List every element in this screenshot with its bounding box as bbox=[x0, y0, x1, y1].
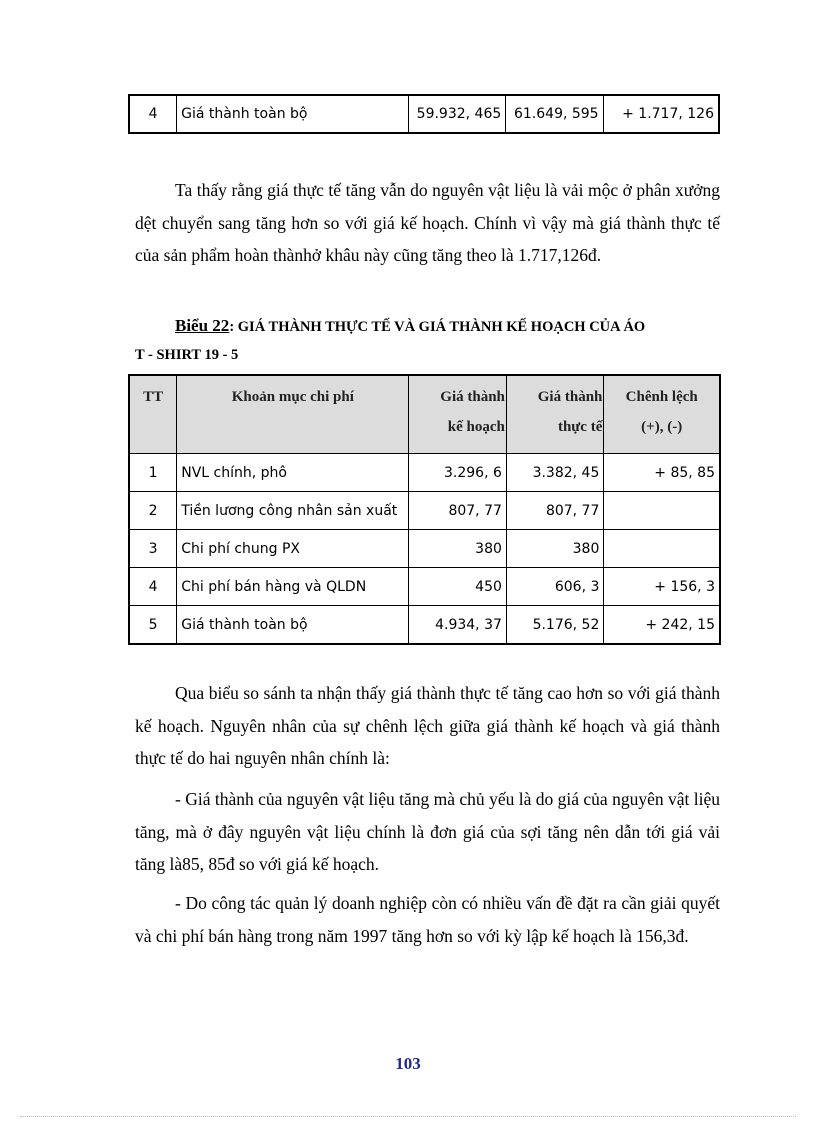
page-number: 103 bbox=[395, 1054, 421, 1073]
table-row bbox=[129, 606, 720, 645]
cell-diff: + 85, 85 bbox=[604, 454, 720, 492]
cell-tt: 2 bbox=[129, 492, 177, 530]
header-diff-line2: (+), (-) bbox=[641, 419, 683, 435]
cell-item: Tiền lương công nhân sản xuất bbox=[177, 492, 409, 530]
cell-item: Chi phí bán hàng và QLDN bbox=[177, 568, 409, 606]
paragraph-4: - Do công tác quản lý doanh nghiệp còn có nhiều vấn đề đặt ra cần giải quyết và chi phí bán hàng trong năm 1997 tăng hơn so với kỳ lập kế hoạch là 156,3đ. bbox=[135, 893, 720, 946]
table-title bbox=[175, 316, 720, 336]
cell-item: Chi phí chung PX bbox=[177, 530, 409, 568]
cell-tt: 5 bbox=[129, 606, 177, 645]
table-title-colon: : bbox=[229, 319, 235, 335]
cell-tt: 1 bbox=[129, 454, 177, 492]
header-diff-line1: Chênh lệch bbox=[625, 389, 698, 405]
cell-actual: 380 bbox=[506, 530, 603, 568]
cell-item: Giá thành toàn bộ bbox=[177, 95, 409, 133]
table-title-line2: T - SHIRT 19 - 5 bbox=[135, 347, 239, 363]
cell-plan: 3.296, 6 bbox=[409, 454, 506, 492]
cell-tt: 4 bbox=[129, 95, 177, 133]
paragraph-3: - Giá thành của nguyên vật liệu tăng mà chủ yếu là do giá của nguyên vật liệu tăng, mà ở đây nguyên vật liệu chính là đơn giá của sợi tăng nên dẫn tới giá vải tăng là85, 85đ so với giá kế hoạch. bbox=[135, 789, 720, 874]
cell-item: NVL chính, phô bbox=[177, 454, 409, 492]
cell-plan: 59.932, 465 bbox=[408, 95, 505, 133]
table-row bbox=[129, 530, 720, 568]
cell-tt: 3 bbox=[129, 530, 177, 568]
cell-diff: + 242, 15 bbox=[604, 606, 720, 645]
paragraph-2: Qua biểu so sánh ta nhận thấy giá thành thực tế tăng cao hơn so với giá thành kế hoạch. Nguyên nhân của sự chênh lệch giữa giá thành kế hoạch và giá thành thực tế do hai nguyên nhân chính là: bbox=[135, 683, 720, 768]
cell-item: Giá thành toàn bộ bbox=[177, 606, 409, 645]
paragraph-1: Ta thấy rằng giá thực tế tăng vẫn do nguyên vật liệu là vải mộc ở phân xưởng dệt chuyển sang tăng hơn so với giá kế hoạch. Chính vì vậy mà giá thành thực tế của sản phẩm hoàn thànhở khâu này cũng tăng theo là 1.717,126đ. bbox=[135, 180, 720, 265]
page-edge-divider bbox=[20, 1116, 796, 1117]
table-title-line1: GIÁ THÀNH THỰC TẾ VÀ GIÁ THÀNH KẾ HOẠCH CỦA ÁO bbox=[234, 319, 646, 335]
cell-actual: 807, 77 bbox=[506, 492, 603, 530]
table-row bbox=[129, 568, 720, 606]
header-plan bbox=[409, 375, 506, 454]
cell-actual: 61.649, 595 bbox=[506, 95, 603, 133]
cell-tt: 4 bbox=[129, 568, 177, 606]
cell-diff bbox=[604, 492, 720, 530]
header-actual-line1: Giá thành bbox=[537, 389, 603, 405]
table-title-label: Biểu 22 bbox=[175, 316, 230, 335]
cell-plan: 807, 77 bbox=[409, 492, 506, 530]
cell-plan: 450 bbox=[409, 568, 506, 606]
header-item: Khoản mục chi phí bbox=[177, 375, 409, 454]
header-tt: TT bbox=[129, 375, 177, 454]
cell-actual: 5.176, 52 bbox=[506, 606, 603, 645]
cell-actual: 3.382, 45 bbox=[506, 454, 603, 492]
header-actual bbox=[506, 375, 603, 454]
table-row bbox=[129, 492, 720, 530]
table-row bbox=[129, 454, 720, 492]
table-header-row bbox=[129, 375, 720, 454]
header-plan-line2: kế hoạch bbox=[447, 419, 505, 435]
cell-diff: + 1.717, 126 bbox=[603, 95, 719, 133]
cell-diff bbox=[604, 530, 720, 568]
cell-plan: 380 bbox=[409, 530, 506, 568]
previous-table-last-row bbox=[128, 94, 720, 134]
cell-diff: + 156, 3 bbox=[604, 568, 720, 606]
table-row bbox=[129, 95, 719, 133]
header-plan-line1: Giá thành bbox=[440, 389, 505, 405]
header-actual-line2: thực tế bbox=[557, 419, 603, 435]
cell-actual: 606, 3 bbox=[506, 568, 603, 606]
header-diff bbox=[604, 375, 720, 454]
cell-plan: 4.934, 37 bbox=[409, 606, 506, 645]
cost-comparison-table bbox=[128, 374, 721, 645]
